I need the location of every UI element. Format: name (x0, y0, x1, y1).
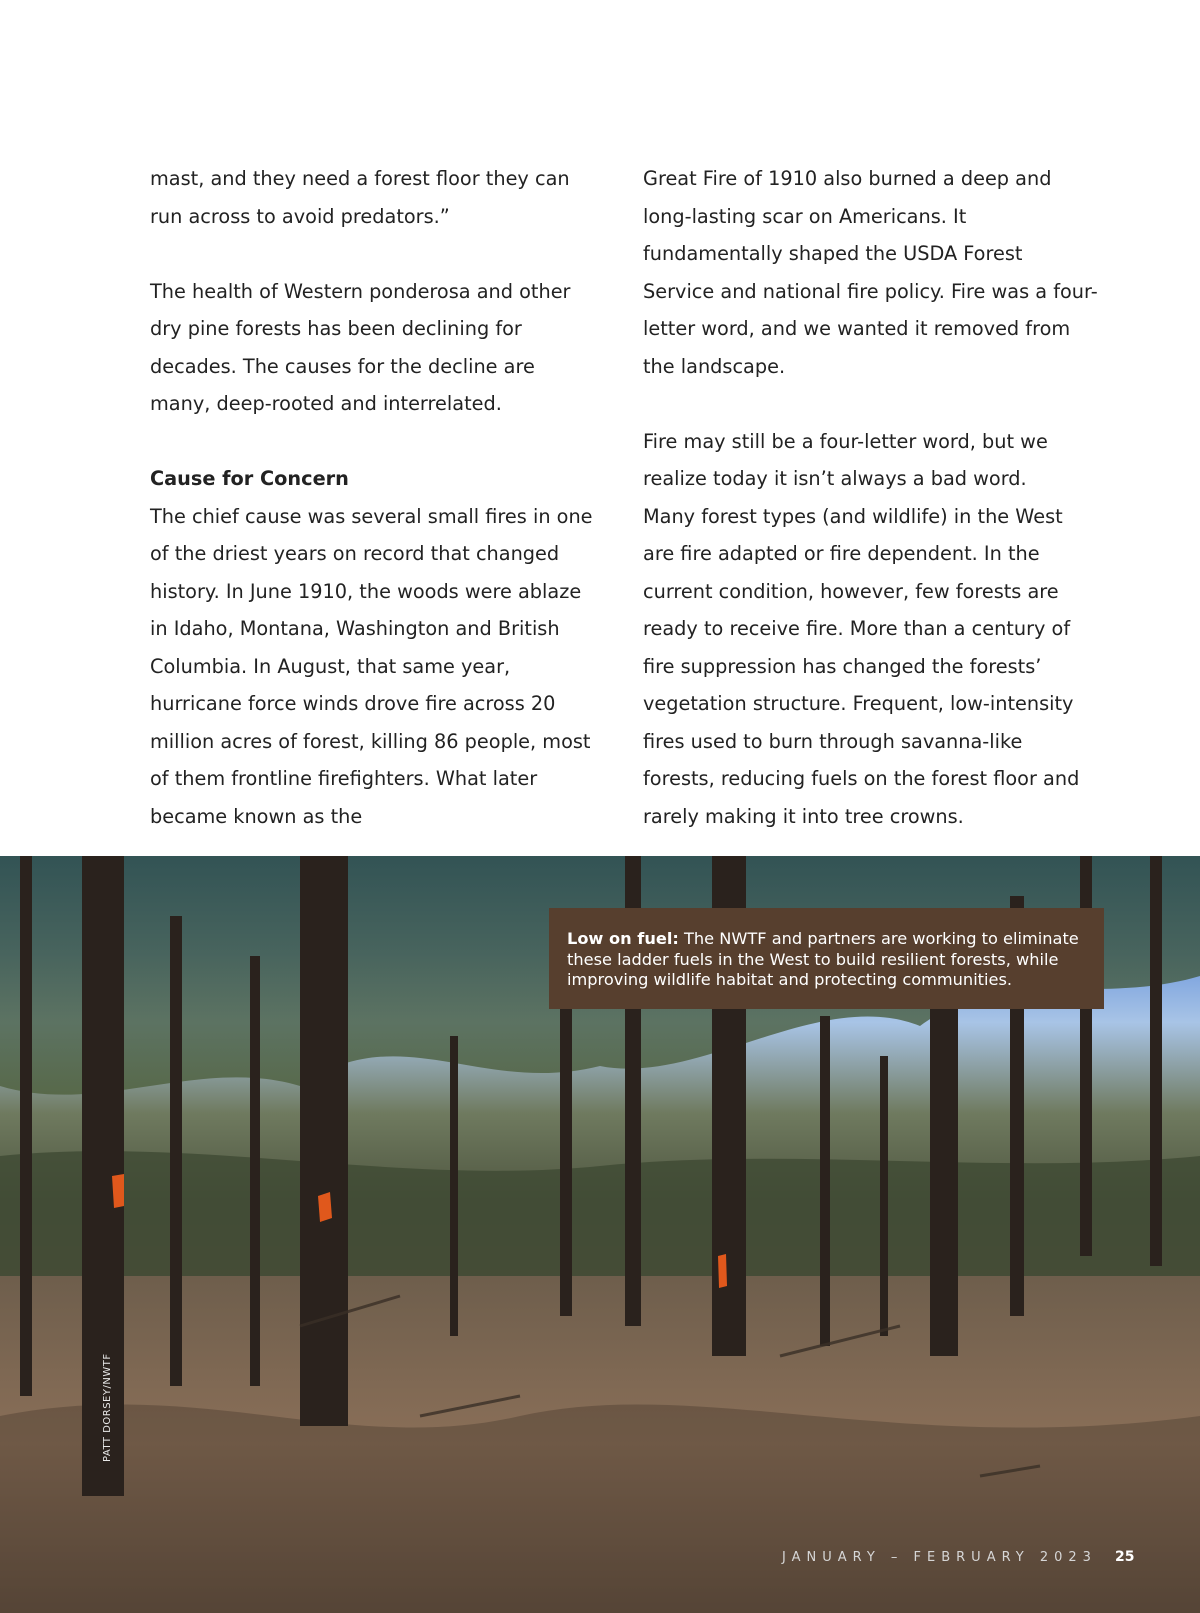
issue-date: JANUARY – FEBRUARY 2023 (782, 1550, 1097, 1565)
page-number: 25 (1115, 1549, 1135, 1565)
section-heading: Cause for Concern (150, 467, 349, 490)
paragraph: The health of Western ponderosa and other dry pine forests has been declining for decades. The causes for the decline are many, deep-rooted and interrelated. (150, 279, 571, 415)
photo-credit: PATT DORSEY/NWTF (102, 1353, 113, 1462)
paragraph: Many forest types (and wildlife) in the West are fire adapted or fire dependent. In the current condition, however, few forests are ready to receive fire. More than a century of fire suppression has changed the forests’ vegetation structure. Frequent, low-intensity fires used to burn through savanna-like forests, reducing fuels on the forest floor and rarely making it into tree crowns. (643, 504, 1080, 828)
photo-caption (549, 908, 1104, 1009)
caption-lead: Low on fuel: (567, 929, 679, 948)
paragraph: The chief cause was several small fires in one of the driest years on record that changed history. In June 1910, the woods were ablaze in Idaho, Montana, Washington and British Columbia. In August, that same year, hurricane force winds drove fire across 20 million acres of forest, killing 86 people, most of them frontline firefighters. What later became known as the (150, 504, 593, 828)
paragraph: mast, and they need a forest floor they can run across to avoid predators.” (150, 167, 570, 228)
caption-text: The NWTF and partners are working to eliminate these ladder fuels in the West to build resilient forests, while improving wildlife habitat and protecting communities. (567, 929, 1079, 989)
paragraph: Fire may still be a four-letter word, but we realize today it isn’t always a bad word. (643, 429, 1048, 490)
left-text-column (150, 160, 600, 835)
paragraph: Great Fire of 1910 also burned a deep and long-lasting scar on Americans. It fundamentally shaped the USDA Forest Service and national fire policy. Fire was a four-letter word, and we wanted it removed from the landscape. (643, 167, 1098, 378)
right-text-column (643, 160, 1098, 835)
